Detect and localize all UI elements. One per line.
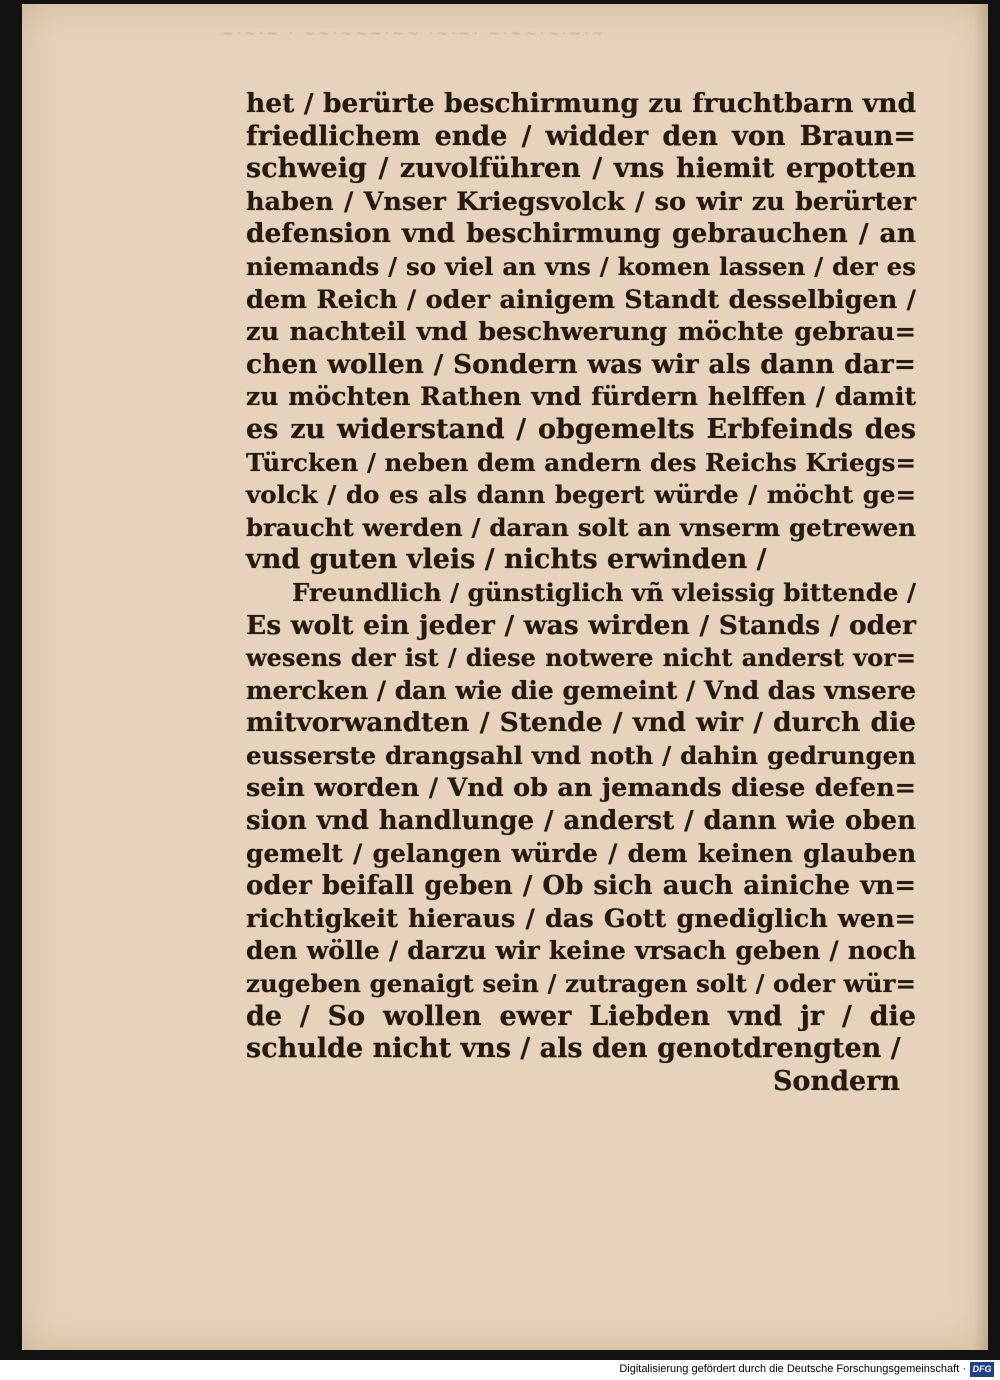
text-line: dem Reich / oder ainigem Standt desselbigen / bbox=[246, 284, 916, 315]
text-line: haben / Vnser Kriegsvolck / so wir zu berürter bbox=[246, 186, 916, 217]
text-line: schulde nicht vns / als den genotdrengten / bbox=[246, 1033, 901, 1065]
catchword: Sondern bbox=[772, 1065, 900, 1097]
text-line: het / berürte beschirmung zu fruchtbarn vnd bbox=[246, 88, 916, 119]
text-line: sion vnd handlunge / anderst / dann wie oben bbox=[246, 806, 916, 837]
blackletter-text-block bbox=[246, 88, 916, 1128]
text-line: defension vnd beschirmung gebrauchen / an bbox=[246, 218, 916, 250]
bleed-through-text: ~·~·~ · ~~·~~~·~~ ·~·~· ~·~~·~·~·~ bbox=[222, 26, 607, 42]
text-line: de / So wollen ewer Liebden vnd jr / die bbox=[246, 1000, 916, 1032]
text-line: braucht werden / daran solt an vnserm getrewen bbox=[246, 512, 916, 542]
text-line: mercken / dan wie die gemeint / Vnd das vnsere bbox=[246, 675, 916, 705]
text-line: zu möchten Rathen vnd fürdern helffen / damit bbox=[246, 382, 916, 412]
text-line: mitvorwandten / Stende / vnd wir / durch die bbox=[246, 707, 916, 739]
text-line: Es wolt ein jeder / was wirden / Stands / oder bbox=[246, 609, 916, 641]
text-line: es zu widerstand / obgemelts Erbfeinds des bbox=[246, 413, 916, 445]
dfg-logo: DFG bbox=[970, 1362, 994, 1377]
text-line: gemelt / gelangen würde / dem keinen glauben bbox=[246, 838, 916, 868]
text-line: wesens der ist / diese notwere nicht anderst vor= bbox=[246, 643, 916, 673]
text-line: den wölle / darzu wir keine vrsach geben / noch bbox=[246, 936, 916, 966]
text-line: richtigkeit hieraus / das Gott gnediglich wen= bbox=[246, 903, 916, 934]
text-line: eusserste drangsahl vnd noth / dahin gedrungen bbox=[246, 740, 916, 770]
text-line: niemands / so viel an vns / komen lassen / der es bbox=[246, 251, 916, 281]
paragraph-start-line: Freundlich / günstiglich vñ vleissig bittende / bbox=[292, 577, 916, 607]
text-line: chen wollen / Sondern was wir als dann dar= bbox=[246, 348, 916, 380]
text-line: sein worden / Vnd ob an jemands diese defen= bbox=[246, 773, 916, 804]
text-line: vnd guten vleis / nichts erwinden / bbox=[246, 544, 767, 576]
text-line: schweig / zuvolführen / vns hiemit erpotten bbox=[246, 153, 916, 185]
text-line: Türcken / neben dem andern des Reichs Kriegs= bbox=[246, 447, 916, 477]
text-line: zu nachteil vnd beschwerung möchte gebrau= bbox=[246, 317, 916, 348]
text-line: zugeben genaigt sein / zutragen solt / oder wür= bbox=[246, 969, 916, 999]
footer-bar bbox=[0, 1360, 1000, 1380]
page-edge-shadow bbox=[974, 4, 988, 1350]
text-line: friedlichem ende / widder den von Braun= bbox=[246, 120, 916, 152]
text-line: volck / do es als dann begert würde / möcht ge= bbox=[246, 480, 916, 510]
funding-credit: Digitalisierung gefördert durch die Deutsche Forschungsgemeinschaft · bbox=[619, 1363, 966, 1375]
text-line: oder beifall geben / Ob sich auch ainiche vn= bbox=[246, 871, 916, 902]
